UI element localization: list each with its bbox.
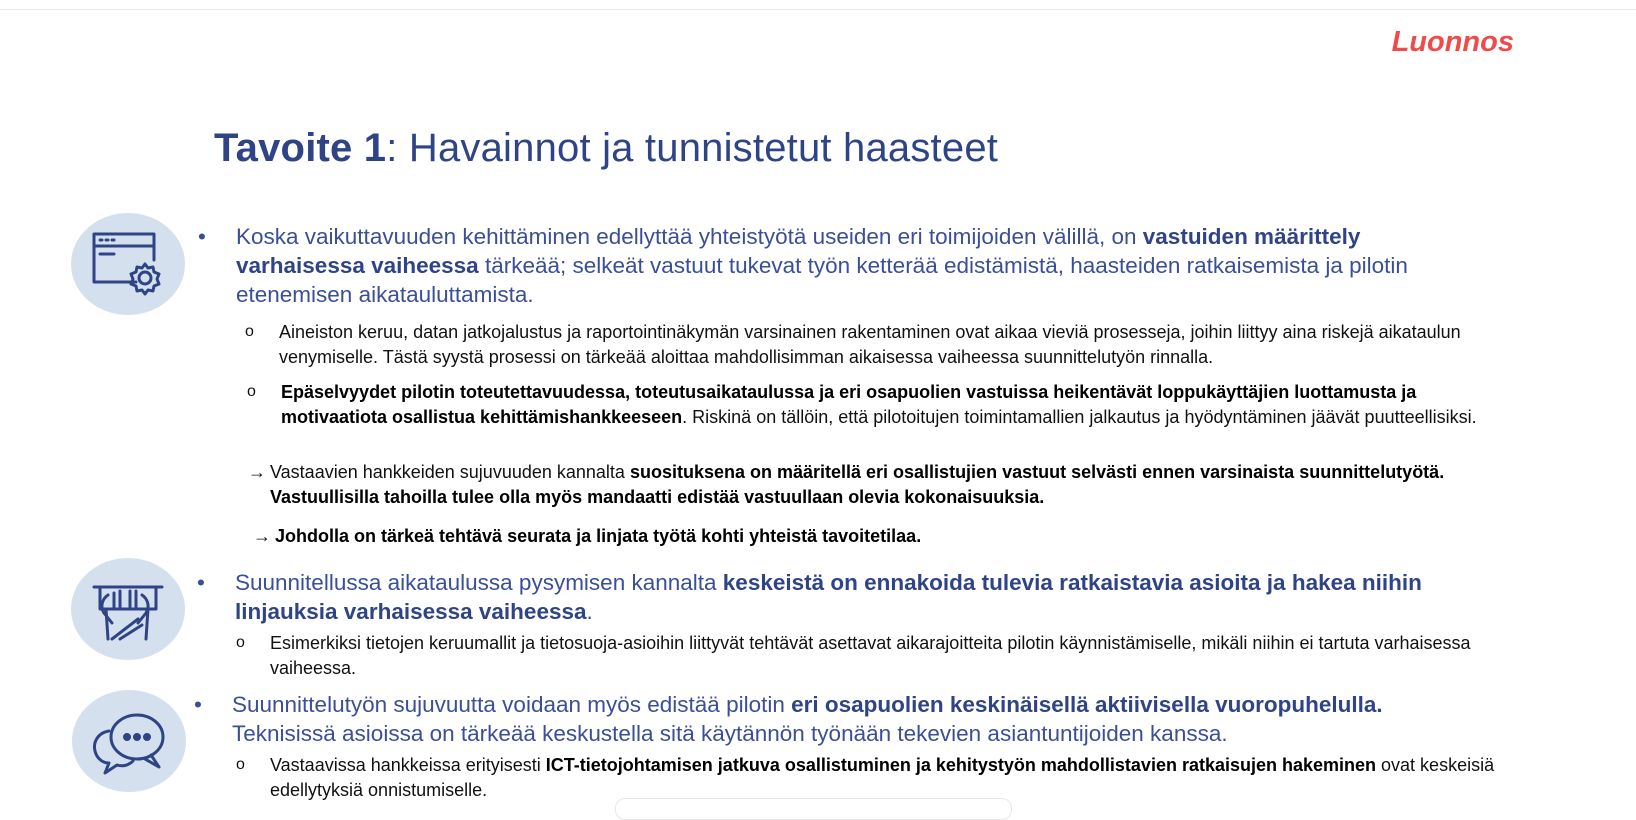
sub-bullet-glyph: o <box>247 383 256 400</box>
chat-bubbles-icon <box>89 701 169 781</box>
title-bold: Tavoite 1 <box>214 126 387 170</box>
section2-bullet-text: Suunnitellussa aikataulussa pysymisen kannalta <box>235 570 723 595</box>
section2-sub1 <box>236 631 1530 680</box>
bullet-glyph: • <box>198 224 206 249</box>
section3-sub1-bold: ICT-tietojohtamisen jatkuva osallistuminen ja kehitystyön mahdollistavien ratkaisujen hakeminen <box>545 755 1377 775</box>
section3-bullet <box>194 690 1492 748</box>
title-rest: : Havainnot ja tunnistetut haasteet <box>386 126 999 170</box>
section1-sub2-bold: Epäselvyydet pilotin toteutettavuudessa, toteutusaikataulussa ja eri osapuolien vastuissa heikentävät loppukäyttäjien luottamusta ja motivaatiota osallistua kehittämishankkeeseen <box>281 382 1417 427</box>
section1-arrow2 <box>253 524 1475 549</box>
sub-bullet-glyph: o <box>245 323 254 340</box>
section1-bullet-post: tärkeää; selkeät vastuut tukevat työn ketterää edistämistä, haasteiden ratkaisemista ja pilotin etenemisen aikatauluttamista. <box>236 253 1408 307</box>
handshake-icon <box>88 569 168 649</box>
section1-arrow1-bold: suosituksena on määritellä eri osallistujien vastuut selvästi ennen varsinaista suunnittelutyötä. Vastuullisilla tahoilla tulee olla myös mandaatti edistää vastuullaan olevia kokonaisuuksia. <box>270 462 1445 507</box>
section1-arrow1-text: Vastaavien hankkeiden sujuvuuden kannalta <box>270 462 630 482</box>
bullet-glyph: • <box>194 692 202 717</box>
section1-bullet-text: Koska vaikuttavuuden kehittäminen edellyttää yhteistyötä useiden eri toimijoiden välillä, on <box>236 224 1143 249</box>
arrow-glyph: → <box>253 526 271 546</box>
sub-bullet-glyph: o <box>236 634 245 651</box>
section2-sub1-text: Esimerkiksi tietojen keruumallit ja tietosuoja-asioihin liittyvät tehtävät asettavat aikarajoitteita pilotin käynnistämiselle, mikäli niihin ei tartuta varhaisessa vaiheessa. <box>270 633 1471 678</box>
bullet-glyph: • <box>197 570 205 595</box>
arrow-glyph: → <box>248 462 266 482</box>
section2-bullet-post: . <box>586 599 593 624</box>
section1-sub1-text: Aineiston keruu, datan jatkojalustus ja raportointinäkymän varsinainen rakentaminen ovat aikaa vieviä prosesseja, joihin liittyy aina riskejä aikataulun venymiselle. Tästä syystä prosessi on tärkeää aloittaa mahdollisimman aikaisessa vaiheessa suunnittelutyön rinnalla. <box>279 322 1461 367</box>
section3-sub1 <box>236 753 1550 802</box>
section2-bullet <box>197 568 1525 626</box>
chat-icon-circle <box>72 690 186 792</box>
section3-bullet-text: Suunnittelutyön sujuvuutta voidaan myös edistää pilotin <box>232 692 792 717</box>
top-divider <box>0 9 1636 10</box>
browser-gear-icon <box>88 224 168 304</box>
section1-arrow2-text: Johdolla on tärkeä tehtävä seurata ja linjata työtä kohti yhteistä tavoitetilaa. <box>275 526 922 546</box>
section3-bullet-post: Teknisissä asioissa on tärkeää keskustella sitä käytännön työnään tekevien asiantuntijoiden kanssa. <box>232 721 1228 746</box>
section3-bullet-bold: eri osapuolien keskinäisellä aktiivisella vuoropuhelulla. <box>791 692 1383 717</box>
section1-bullet-bold: vastuiden määrittely varhaisessa vaiheessa <box>236 224 1361 278</box>
section3-sub1-text: Vastaavissa hankkeissa erityisesti <box>270 755 546 775</box>
section3-sub1-post: ovat keskeisiä edellytyksiä onnistumiselle. <box>270 755 1495 800</box>
hands-icon-circle <box>71 558 185 660</box>
section2-bullet-bold: keskeistä on ennakoida tulevia ratkaistavia asioita ja hakea niihin linjauksia varhaisessa vaiheessa <box>235 570 1422 624</box>
settings-icon-circle <box>71 213 185 315</box>
draft-label: Luonnos <box>1391 26 1514 58</box>
section1-bullet <box>198 222 1456 309</box>
page-title <box>214 126 998 171</box>
section1-sub2 <box>247 380 1481 429</box>
sub-bullet-glyph: o <box>236 756 245 773</box>
section1-sub1 <box>245 320 1529 369</box>
section1-arrow1 <box>248 460 1470 509</box>
section1-sub2-post: . Riskinä on tällöin, että pilotoitujen toimintamallien jalkautus ja hyödyntäminen jäävät puutteellisiksi. <box>682 406 1477 427</box>
bottom-tab-edge <box>615 798 1012 820</box>
